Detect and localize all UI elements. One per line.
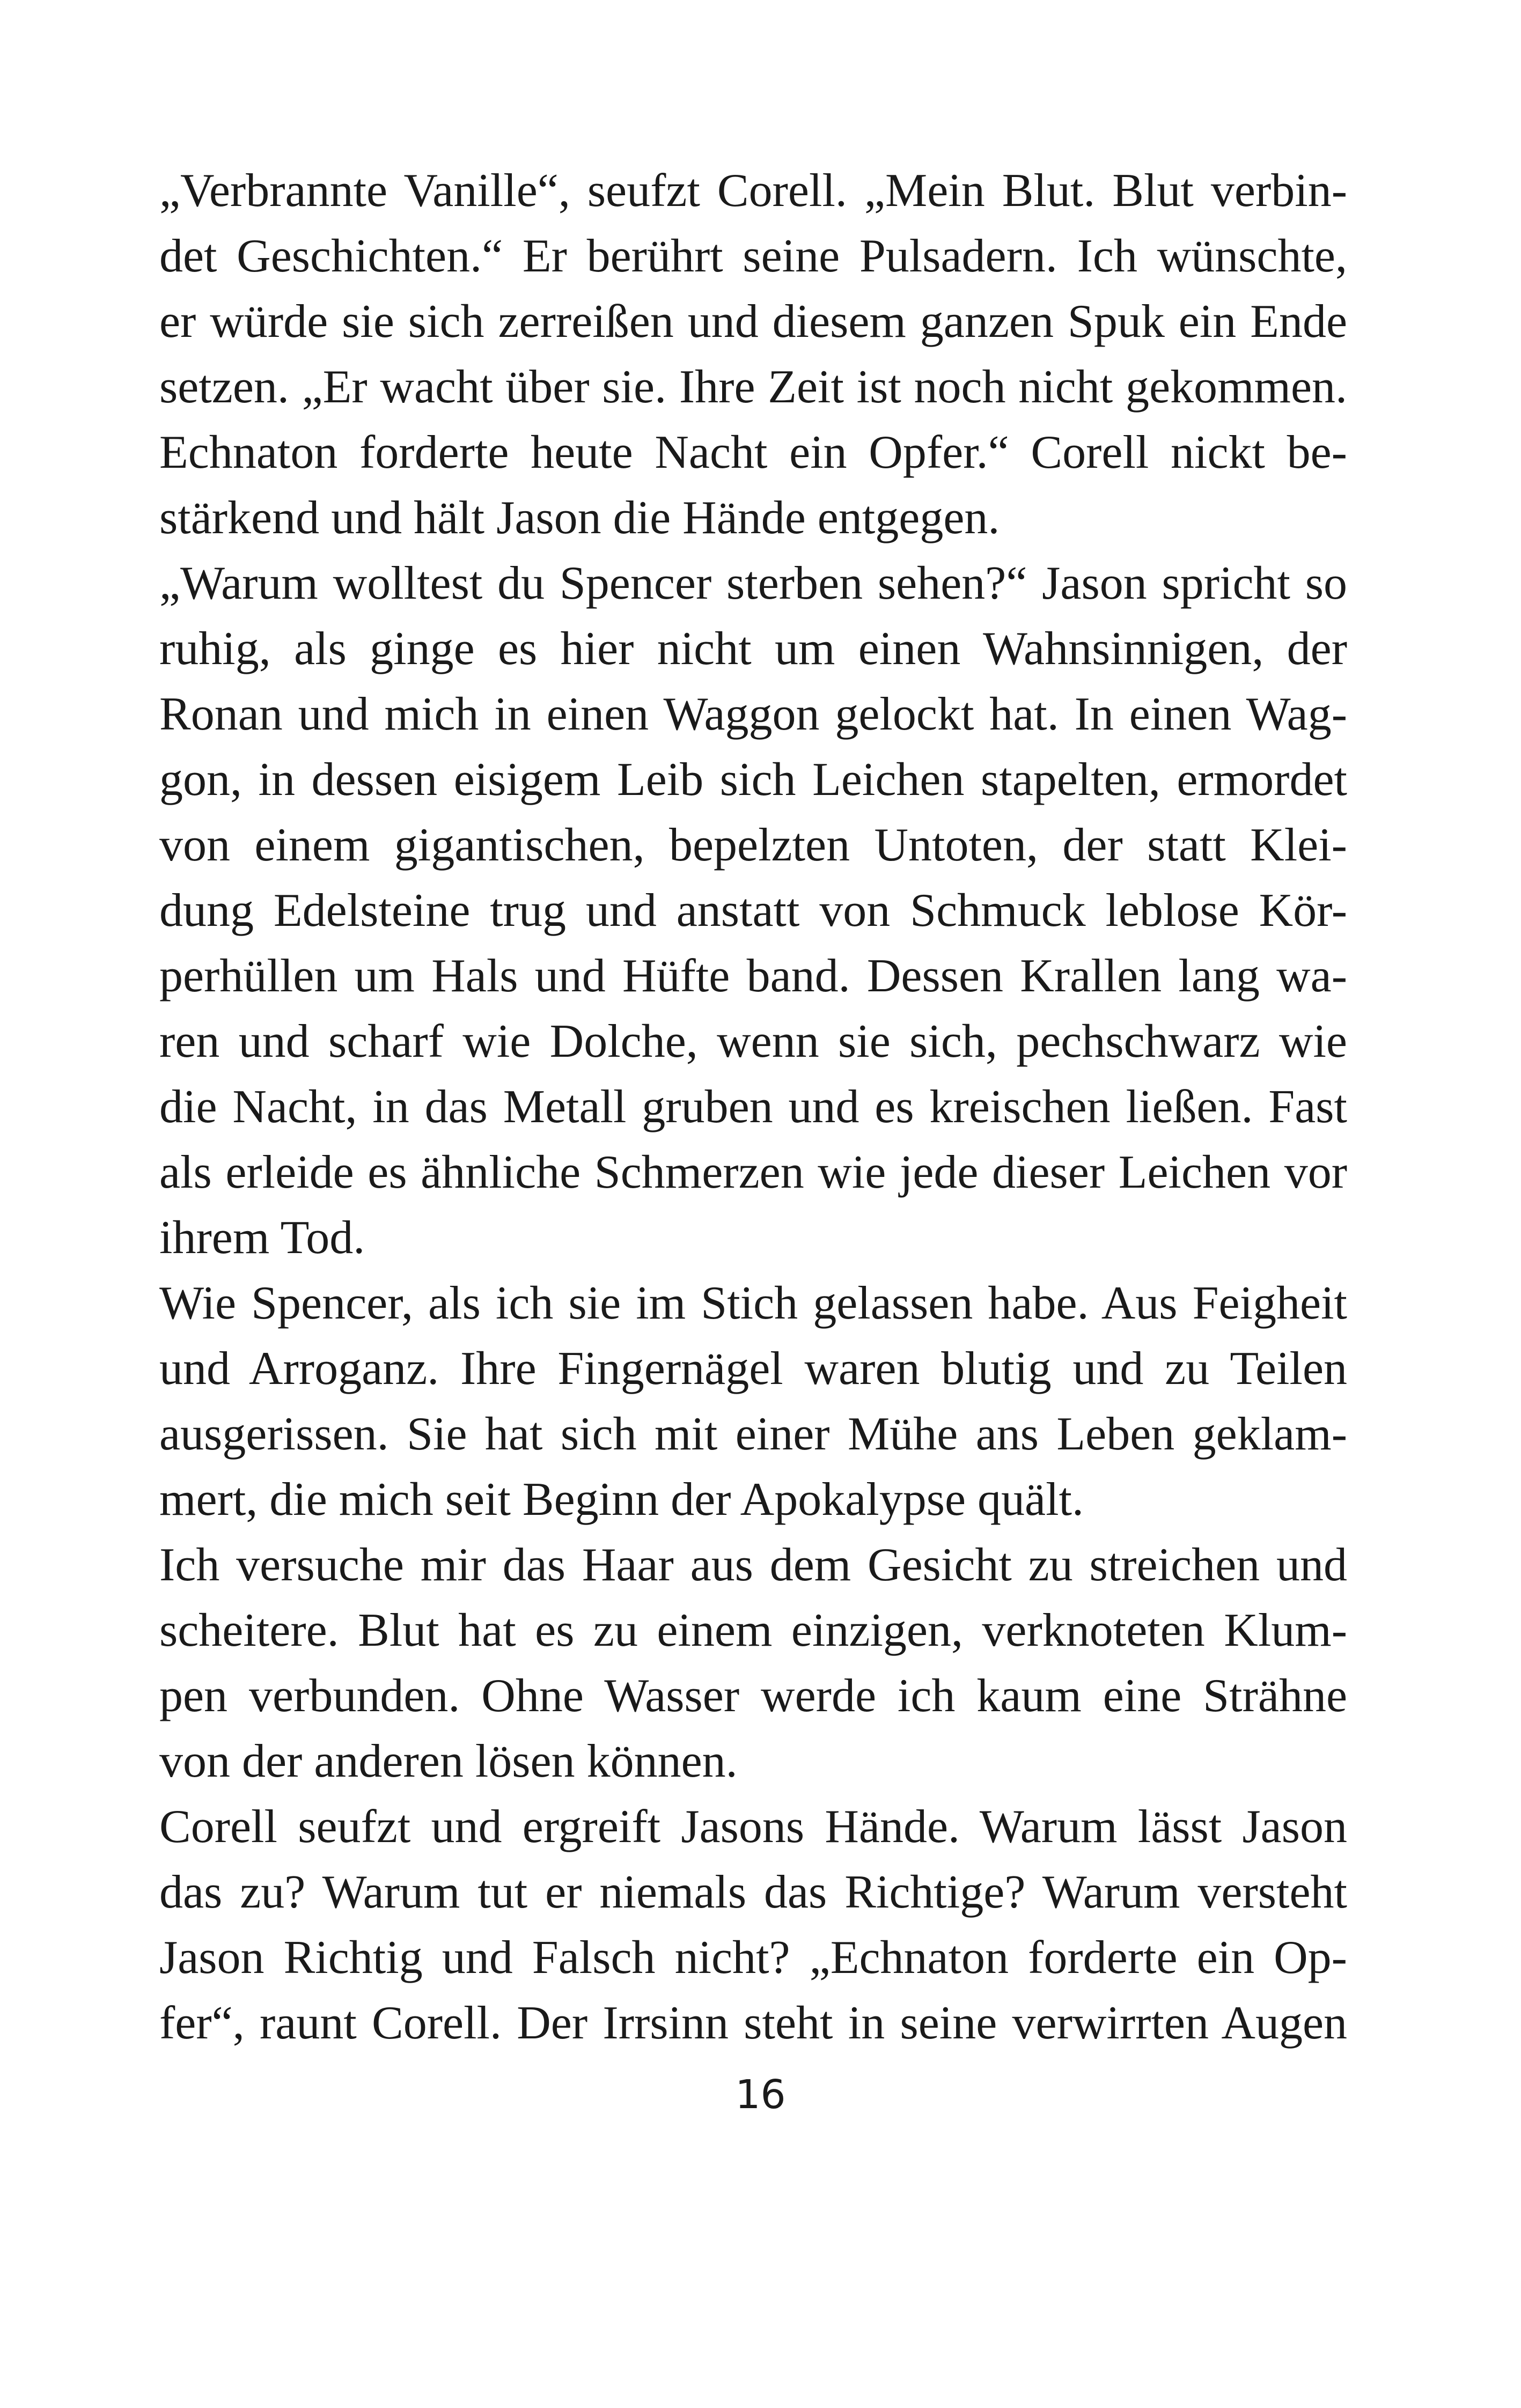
text-line-27: das zu? Warum tut er niemals das Richtige? Warum versteht — [159, 1866, 1347, 1918]
text-line-12: dung Edelsteine trug und anstatt von Schmuck leblose Kör- — [159, 885, 1347, 937]
text-line-16: als erleide es ähnliche Schmerzen wie jede dieser Leichen vor — [159, 1146, 1347, 1198]
text-line-18: Wie Spencer, als ich sie im Stich gelassen habe. Aus Feigheit — [159, 1277, 1347, 1329]
text-line-15: die Nacht, in das Metall gruben und es kreischen ließen. Fast — [159, 1081, 1347, 1133]
text-line-29: fer“, raunt Corell. Der Irrsinn steht in seine verwirrten Augen — [159, 1997, 1347, 2049]
text-line-13: perhüllen um Hals und Hüfte band. Dessen Krallen lang wa- — [159, 950, 1347, 1002]
text-line-20: ausgerissen. Sie hat sich mit einer Mühe ans Leben geklam- — [159, 1408, 1347, 1460]
body-text — [159, 158, 1347, 2056]
page-number: 16 — [735, 2072, 786, 2118]
text-line-24: pen verbunden. Ohne Wasser werde ich kaum eine Strähne — [159, 1670, 1347, 1722]
text-line-6: stärkend und hält Jason die Hände entgegen. — [159, 492, 1000, 544]
text-line-3: er würde sie sich zerreißen und diesem ganzen Spuk ein Ende — [159, 296, 1347, 348]
text-line-10: gon, in dessen eisigem Leib sich Leichen stapelten, ermordet — [159, 754, 1347, 806]
text-line-1: „Verbrannte Vanille“, seufzt Corell. „Mein Blut. Blut verbin- — [159, 165, 1347, 217]
text-line-19: und Arroganz. Ihre Fingernägel waren blutig und zu Teilen — [159, 1343, 1347, 1395]
text-line-7: „Warum wolltest du Spencer sterben sehen?“ Jason spricht so — [159, 557, 1347, 609]
text-line-2: det Geschichten.“ Er berührt seine Pulsadern. Ich wünschte, — [159, 230, 1347, 282]
text-line-4: setzen. „Er wacht über sie. Ihre Zeit ist noch nicht gekommen. — [159, 361, 1347, 413]
text-line-23: scheitere. Blut hat es zu einem einzigen, verknoteten Klum- — [159, 1604, 1347, 1656]
text-line-21: mert, die mich seit Beginn der Apokalypse quält. — [159, 1474, 1084, 1526]
text-line-14: ren und scharf wie Dolche, wenn sie sich, pechschwarz wie — [159, 1015, 1347, 1067]
text-line-28: Jason Richtig und Falsch nicht? „Echnaton forderte ein Op- — [159, 1932, 1347, 1984]
text-line-8: ruhig, als ginge es hier nicht um einen Wahnsinnigen, der — [159, 623, 1347, 675]
text-line-22: Ich versuche mir das Haar aus dem Gesicht zu streichen und — [159, 1539, 1347, 1591]
text-line-17: ihrem Tod. — [159, 1212, 365, 1264]
text-line-26: Corell seufzt und ergreift Jasons Hände. Warum lässt Jason — [159, 1801, 1347, 1853]
text-line-9: Ronan und mich in einen Waggon gelockt hat. In einen Wag- — [159, 688, 1347, 740]
text-line-5: Echnaton forderte heute Nacht ein Opfer.“ Corell nickt be- — [159, 426, 1347, 478]
text-line-25: von der anderen lösen können. — [159, 1735, 738, 1787]
text-line-11: von einem gigantischen, bepelzten Untoten, der statt Klei- — [159, 819, 1347, 871]
